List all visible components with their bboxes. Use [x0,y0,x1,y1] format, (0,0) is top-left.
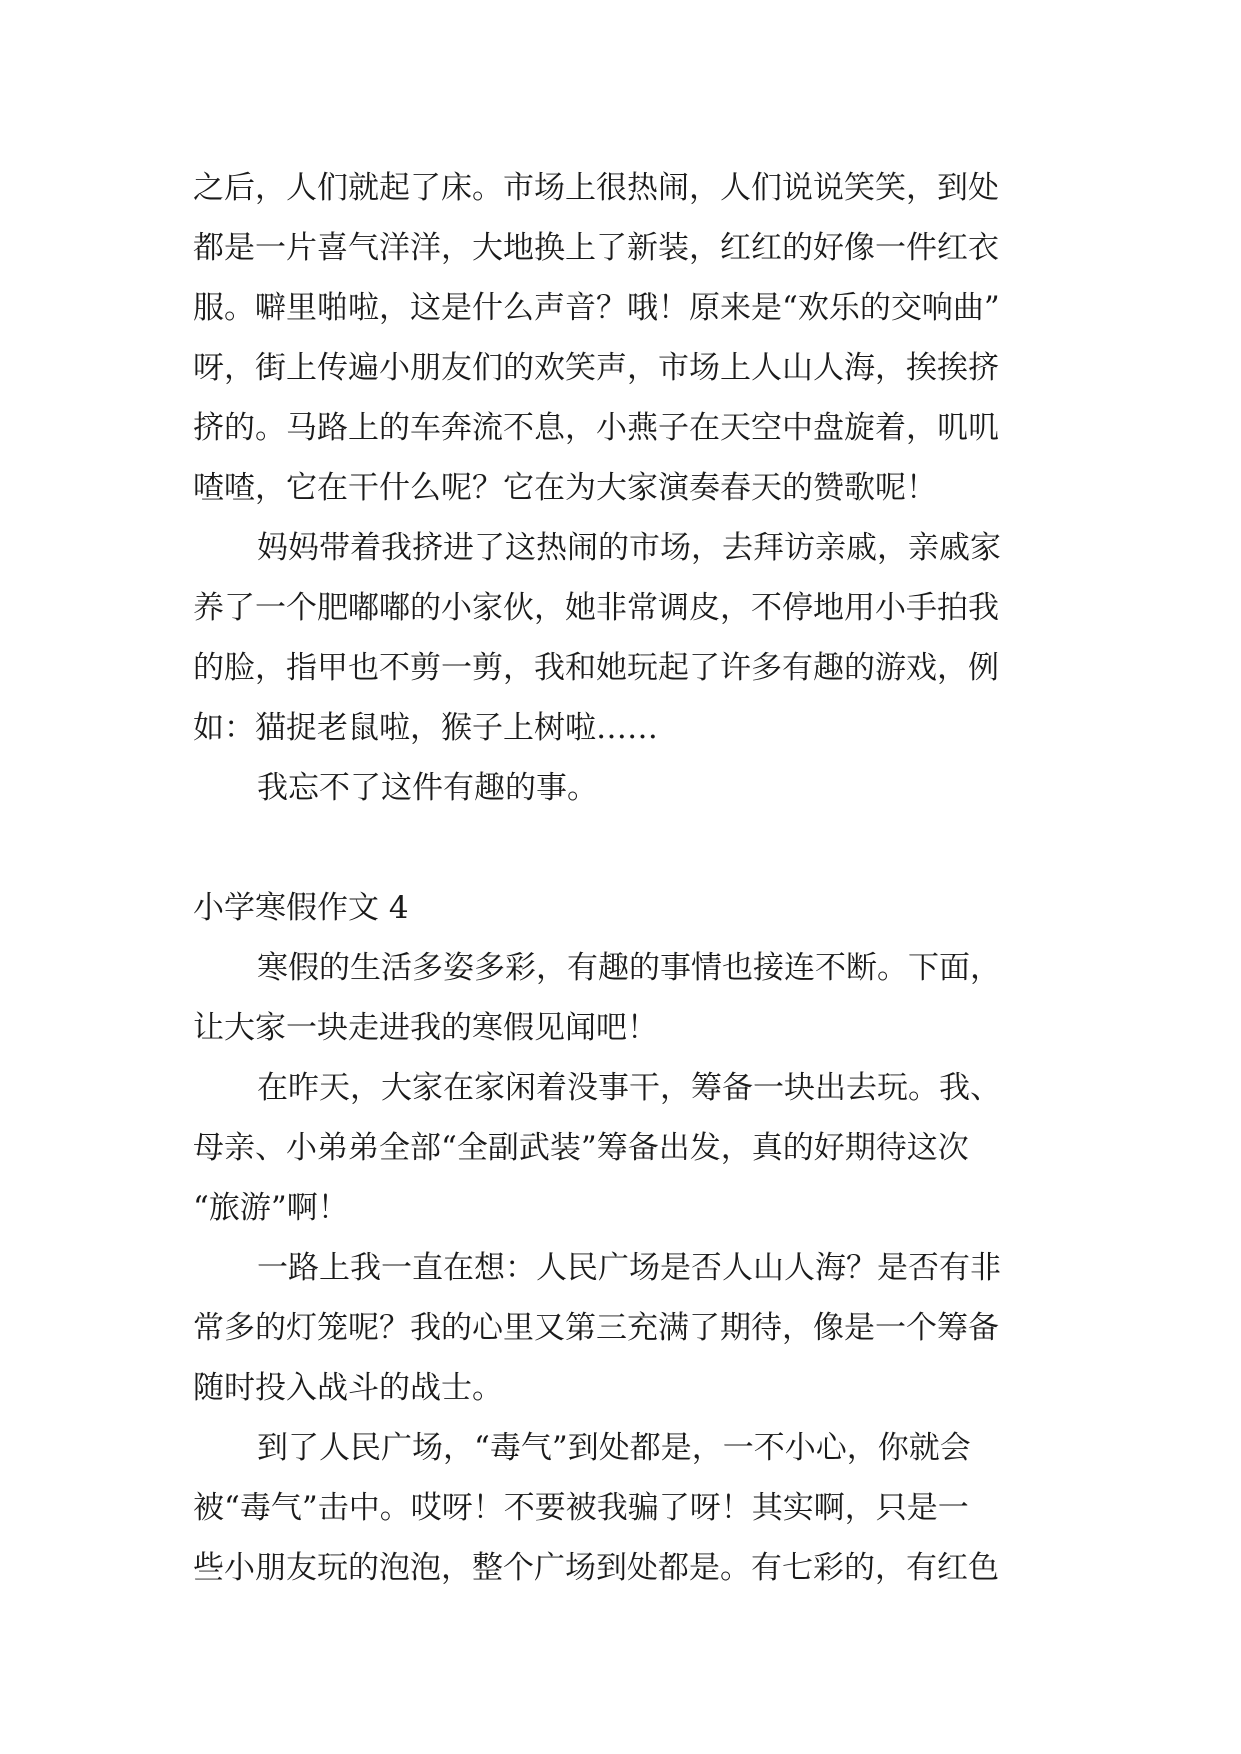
text-line: 母亲、小弟弟全部“全副武装”筹备出发，真的好期待这次 [193,1130,969,1166]
text-line: 一路上我一直在想：人民广场是否人山人海？是否有非 [257,1250,1001,1286]
text-line: 如：猫捉老鼠啦，猴子上树啦…… [193,710,658,746]
essay-heading: 小学寒假作文 4 [193,890,409,926]
document-body [193,158,1053,1598]
text-line: 妈妈带着我挤进了这热闹的市场，去拜访亲戚，亲戚家 [257,530,1001,566]
text-line: 些小朋友玩的泡泡，整个广场到处都是。有七彩的，有红色 [193,1550,999,1586]
text-line: 都是一片喜气洋洋，大地换上了新装，红红的好像一件红衣 [193,230,999,266]
text-line: 我忘不了这件有趣的事。 [257,770,598,806]
text-line: 挤的。马路上的车奔流不息，小燕子在天空中盘旋着，叽叽 [193,410,999,446]
text-line: 让大家一块走进我的寒假见闻吧！ [193,1010,658,1046]
text-line: 常多的灯笼呢？我的心里又第三充满了期待，像是一个筹备 [193,1310,999,1346]
text-line: 之后，人们就起了床。市场上很热闹，人们说说笑笑，到处 [193,170,999,206]
text-line: 寒假的生活多姿多彩，有趣的事情也接连不断。下面， [257,950,1001,986]
text-line: 呀，街上传遍小朋友们的欢笑声，市场上人山人海，挨挨挤 [193,350,999,386]
text-line: 喳喳，它在干什么呢？它在为大家演奏春天的赞歌呢！ [193,470,937,506]
text-line: 服。噼里啪啦，这是什么声音？哦！原来是“欢乐的交响曲” [193,290,1000,326]
text-line: 到了人民广场，“毒气”到处都是，一不小心，你就会 [257,1430,971,1466]
essay-4-section [193,938,1053,1598]
text-line: 养了一个肥嘟嘟的小家伙，她非常调皮，不停地用小手拍我 [193,590,999,626]
text-line: “旅游”啊！ [193,1190,349,1226]
section-gap [193,818,1053,878]
text-line: 在昨天，大家在家闲着没事干，筹备一块出去玩。我、 [257,1070,1001,1106]
text-line: 随时投入战斗的战士。 [193,1370,503,1406]
essay-continued-section [193,158,1053,818]
text-line: 的脸，指甲也不剪一剪，我和她玩起了许多有趣的游戏，例 [193,650,999,686]
text-line: 被“毒气”击中。哎呀！不要被我骗了呀！其实啊，只是一 [193,1490,969,1526]
